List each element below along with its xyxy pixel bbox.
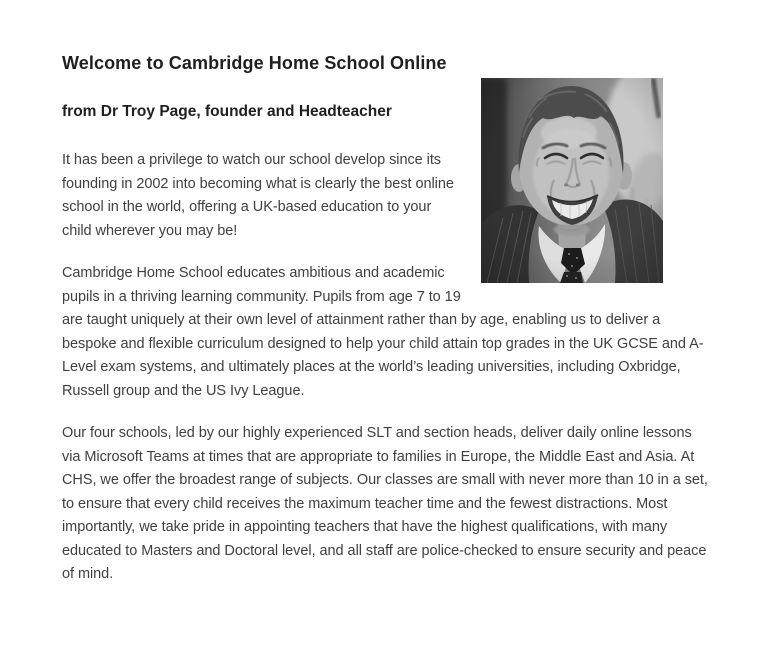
headteacher-portrait-photo bbox=[481, 78, 663, 283]
school-overview-paragraph: Cambridge Home School educates ambitious and academic pupils in a thriving learning community. Pupils from age 7 to 19 are taught uniquely at their own level of attainment rather than by age, enabling us to deliver a bespoke and flexible curriculum designed to help your child attain top grades in the UK GCSE and A-Level exam systems, and ultimately places at the world’s leading universities, including Oxbridge, Russell group and the US Ivy League. bbox=[62, 265, 704, 399]
portrait-photo-illustration bbox=[481, 78, 663, 283]
schools-detail-paragraph: Our four schools, led by our highly experienced SLT and section heads, deliver daily online lessons via Microsoft Teams at times that are appropriate to families in Europe, the Middle East and Asia. At CHS, we offer the broadest range of subjects. Our classes are small with never more than 10 in a set, to ensure that every child receives the maximum teacher time and the fewest distractions. Most importantly, we take pride in appointing teachers that have the highest qualifications, with many educated to Masters and Doctoral level, and all staff are police-checked to ensure security and peace of mind. bbox=[62, 425, 708, 582]
page-subtitle: from Dr Troy Page, founder and Headteacher bbox=[62, 103, 392, 120]
page-title: Welcome to Cambridge Home School Online bbox=[62, 53, 447, 73]
intro-paragraph: It has been a privilege to watch our school develop since its founding in 2002 into becoming what is clearly the best online school in the world, offering a UK-based education to your child wherever you may be! bbox=[62, 152, 454, 239]
